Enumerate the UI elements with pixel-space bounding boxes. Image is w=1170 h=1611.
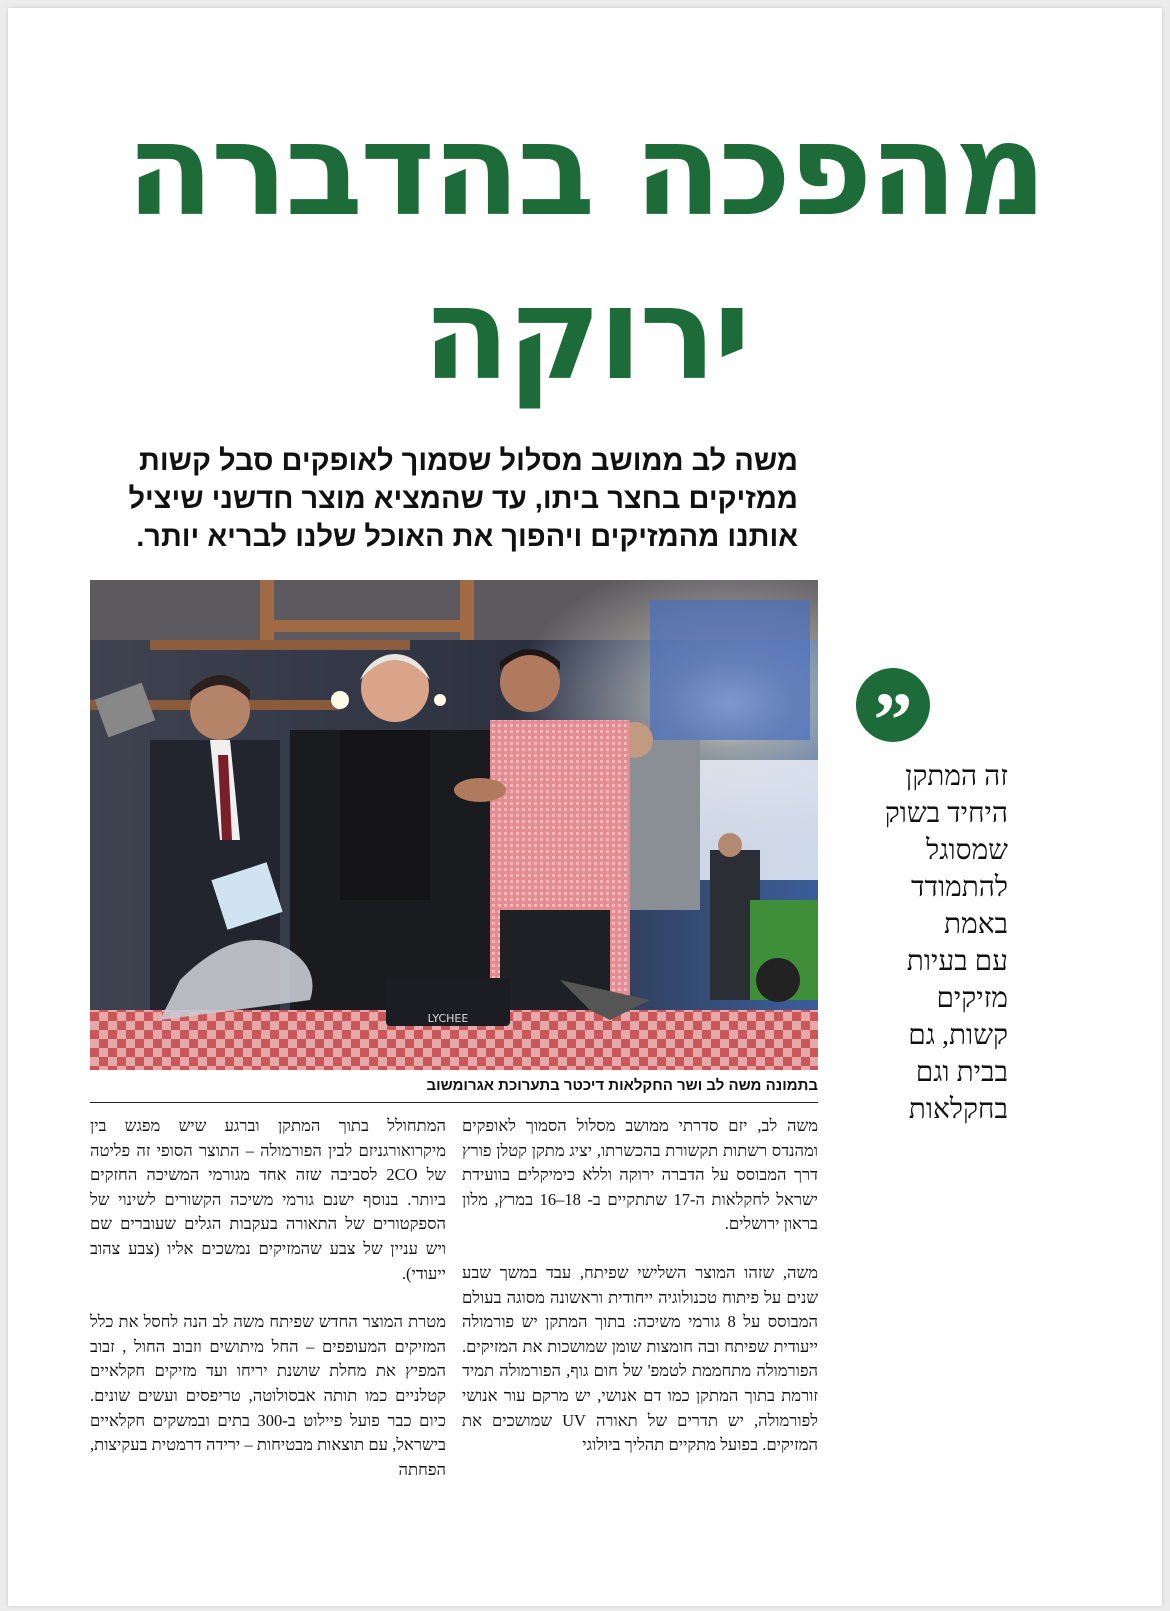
body-column-2: [90, 1114, 446, 1506]
pull-quote-line: עם בעיות: [906, 946, 1008, 977]
subheadline: משה לב ממושב מסלול שסמוך לאופקים סבל קשות ממזיקים בחצר ביתו, עד שהמציא מוצר חדשני שיציל אותנו מהמזיקים ויהפוך את האוכל שלנו לבריא יותר.: [128, 445, 798, 553]
pull-quote-line: בחקלאות: [908, 1094, 1008, 1125]
quote-mark-icon: ”: [856, 668, 930, 742]
device-label: LYCHEE: [427, 1012, 469, 1025]
pull-quote-line: שמסוגל: [926, 835, 1008, 866]
pull-quote-line: להתמודד: [911, 872, 1008, 903]
article-photo: [90, 580, 818, 1070]
pull-quote-line: היחיד בשוק: [884, 798, 1008, 829]
headline-line-2: ירוקה: [422, 260, 748, 409]
photo-illustration: [90, 580, 818, 1070]
pull-quote-line: בבית וגם: [915, 1057, 1008, 1088]
pull-quote: [848, 758, 1008, 1128]
pull-quote-line: באמת: [944, 909, 1008, 940]
headline-line-1: מהפכה בהדברה: [125, 96, 1045, 245]
photo-caption: בתמונה משה לב ושר החקלאות דיכטר בתערוכת אגרומשוב: [90, 1076, 818, 1103]
body-paragraph: משה לב, יזם סדרתי ממושב מסלול הסמוך לאופקים ומהנדס רשתות תקשורת בהכשרתו, יציג מתקן קטלן פורץ דרך המבוסס על הדברה ירוקה וללא כימיקלים בוועידת ישראל לחקלאות ה-17 שתתקיים ב- 18–16 במרץ, מלון בראון ירושלים.: [462, 1116, 818, 1234]
magazine-page: [8, 8, 1162, 1606]
pull-quote-line: קשות, גם: [908, 1020, 1008, 1051]
body-paragraph: המתחולל בתוך המתקן וברגע שיש מפגש בין מיקרואורגניזם לבין הפורמולה – התוצר הסופי זה פליטה של 2CO לסביבה שזה אחד מגורמי המשיכה החזקים ביותר. בנוסף ישנם גורמי משיכה הקשורים לשינוי של הספקטורים של התאורה בעקבות הגלים שעוברים שם ויש עניין של צבע שהמזיקים נמשכים אליו (צבע צהוב ייעודי).: [90, 1116, 446, 1283]
body-column-1: [462, 1114, 818, 1482]
pull-quote-line: זה המתקן: [905, 761, 1008, 792]
body-paragraph: מטרת המוצר החדש שפיתח משה לב הנה לחסל את כלל המזיקים המעופפים – החל מיתושים וזבוב החול , זבוב המפיץ את מחלת שושנת יריחו ועד מזיקים חקלאיים קטלניים כמו תותה אבסולוטה, טריפסים ועשים שונים. כיום כבר פועל פיילוט ב-300 בתים ובמשקים חקלאיים בישראל, עם תוצאות מבטיחות – ירידה דרמטית בעקיצות, הפחתה: [90, 1312, 446, 1479]
pull-quote-line: מזיקים: [936, 983, 1008, 1014]
body-paragraph: משה, שזהו המוצר השלישי שפיתח, עבד במשך שבע שנים על פיתוח טכנולוגיה ייחודית וראשונה מסוגה בעולם המבוסס על 8 גורמי משיכה: בתוך המתקן יש פורמולה ייעודית שפיתח ובה חומצות שומן שמושכות את המזיקים. הפורמולה מתחממת לטמפ' של חום גוף, הפורמולה תמיד זורמת בתוך המתקן כמו דם אנושי, יש מרקם עור אנושי לפורמולה, יש תדרים של תאורה UV שמושכים את המזיקים. בפועל מתקיים תהליך ביולוגי: [462, 1262, 818, 1455]
